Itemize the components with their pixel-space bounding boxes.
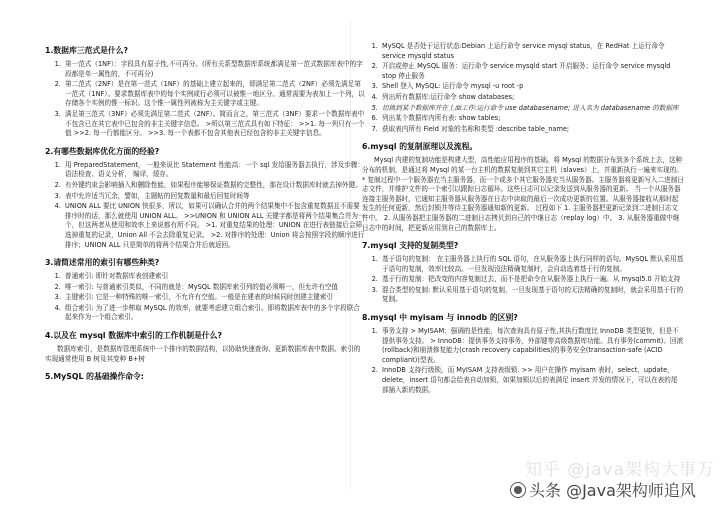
list-item: 1. MySQL 是否处于运行状态:Debian 上运行命令 service mysql status，在 RedHat 上运行命令 service mysqld status xyxy=(380,42,684,61)
list-item: 1. 事务支持 > MyISAM：强调的是性能，每次查询具有原子性,其执行数度比 InnoDB 类型更快，但是不提供事务支持。 > InnoDB：提供事务支持事务，外部键等高级数据库功能。具有事务(commit)、回滚(rollback)和崩溃修复能力(crash recovery capabilities)的事务安全(transaction-safe (ACID compliant))型表。 xyxy=(380,327,684,365)
list-item: 2. 开启或停止 MySQL 服务：运行命令 service mysqld start 开启服务；运行命令 service mysqld stop 停止服务 xyxy=(380,62,684,81)
toutiao-logo-icon xyxy=(510,482,526,498)
list-item: 1. 基于语句的复制： 在主服务器上执行的 SQL 语句，在从服务器上执行同样的语句。MySQL 默认采用基于语句的复制，效率比较高。一旦发现没法精确复制时，会自动选着基于行的复制。 xyxy=(380,255,684,274)
section-4-paragraph: 数据库索引，是数据库管理系统中一个排序的数据结构，以协助快速查询、更新数据库表中数据。索引的实现通常使用 B 树及其变种 B+树 xyxy=(45,345,361,363)
list-item: 2. 唯一索引: 与普通索引类似，不同的就是：MySQL 数据库索引列的值必须唯一，但允许有空值 xyxy=(63,283,365,293)
watermark-toutiao xyxy=(510,478,696,501)
section-title-4: 4.以及在 mysql 数据库中索引的工作机制是什么? xyxy=(45,331,222,341)
section-6-paragraph: Mysql 内建的复制功能是构建大型，高性能应用程序的基础。将 Mysql 的数据分布到多个系统上去，这种分布的机制，是通过将 Mysql 的某一台主机的数据复制到其它主机（slaves）上，并重新执行一遍来实现的。 * 复制过程中一个服务器充当主服务器，而一个或多个其它服务器充当从服务器。主服务器将更新写入二进制日志文件，并维护文件的一个索引以跟踪日志循环。这些日志可以记录发送到从服务器的更新。 当一个从服务器连接主服务器时，它通知主服务器从服务器在日志中读取的最后一次成功更新的位置。从服务器接收从那时起发生的任何更新，然后封锁并等待主服务器通知新的更新。 过程如下 1. 主服务器把更新记录到二进制日志文件中。 2. 从服务器把主服务器的二进制日志拷贝到自己的中继日志（replay log）中。 3. 从服务器重做中继日志中的时间，把更新应用到自己的数据库上。 xyxy=(362,156,684,232)
section-title-8: 8.mysql 中 myisam 与 innodb 的区别? xyxy=(362,313,518,323)
section-1-list xyxy=(45,60,365,139)
list-item: 2. 有外键约束会影响插入和删除性能，如果程序能够保证数据的完整性，那在设计数据库时就去掉外键。 xyxy=(63,181,365,191)
list-item: 1. 普通索引: 即针对数据库表创建索引 xyxy=(63,272,365,282)
section-title-2: 2.有哪些数据库优化方面的经验? xyxy=(45,146,160,156)
list-item: 6. 列出某个数据库内所有表: show tables; xyxy=(380,114,684,124)
list-item: 4. UNION ALL 要比 UNION 快很多，所以，如果可以确认合并的两个结果集中不包含重复数据且不需要排序时的话，那么就使用 UNION ALL。 >>UNION 和 UNION ALL 关键字都是将两个结果集合并为一个，但这两者从使用和效率上来说都有所不同。 >1. 对重复结果的处理：UNION 在进行表链接后会筛选掉重复的记录，Union All 不会去除重复记录。 >2. 对排序的处理：Union 将会按照字段的顺序进行排序；UNION ALL 只是简单的将两个结果合并后就返回。 xyxy=(63,202,365,250)
list-item: 5. 切换到某个数据库并在上面工作:运行命令 use databasename; 进入名为 databasename 的数据库 xyxy=(380,104,684,114)
section-title-3: 3.请简述常用的索引有哪些种类? xyxy=(45,258,160,268)
watermark-toutiao-text: 头条 @Java架构师追风 xyxy=(529,481,696,500)
section-title-5: 5.MySQL 的基础操作命令: xyxy=(45,372,144,382)
section-5-list xyxy=(362,42,684,134)
list-item: 2. InnoDB 支持行级锁，而 MyISAM 支持表级锁. >> 用户在操作 myisam 表时，select，update，delete，insert 语句都会给表自动加锁，如果加锁以后的表满足 insert 并发的情况下，可以在表的尾部插入新的数据。 xyxy=(380,366,684,395)
section-title-7: 7.mysql 支持的复制类型? xyxy=(362,241,459,251)
section-7-list xyxy=(362,255,684,305)
list-item: 2. 基于行的复制：把改变的内容复制过去，而不是把命令在从服务器上执行一遍。从 mysql5.0 开始支持 xyxy=(380,275,684,285)
section-2-list xyxy=(45,161,365,250)
list-item: 3. Shell 登入 MySQL: 运行命令 mysql -u root -p xyxy=(380,82,684,92)
section-title-1: 1.数据库三范式是什么? xyxy=(45,46,129,55)
list-item: 7. 获取表内所有 Field 对象的名称和类型 :describe table_name; xyxy=(380,125,684,135)
section-8-list xyxy=(362,327,684,395)
list-item: 2. 第二范式（2NF）是在第一范式（1NF）的基础上建立起来的，即满足第二范式（2NF）必须先满足第一范式（1NF）。要求数据库表中的每个实例或行必须可以被惟一地区分。通常需要为表加上一个列，以存储各个实例的惟一标识。这个惟一属性列被称为主关键字或主键。 xyxy=(63,80,365,109)
list-item: 1. 用 PreparedStatement， 一般来说比 Statement 性能高：一个 sql 发给服务器去执行，涉及步骤：语法检查、语义分析， 编译，缓存。 xyxy=(63,161,365,180)
section-title-6: 6.mysql 的复制原理以及流程。 xyxy=(362,142,478,152)
list-item: 3. 混合类型的复制: 默认采用基于语句的复制，一旦发现基于语句的无法精确的复制时，就会采用基于行的复制。 xyxy=(380,286,684,305)
list-item: 3. 主键索引: 它是一种特殊的唯一索引，不允许有空值。一般是在建表的时候同时创建主键索引 xyxy=(63,293,365,303)
left-column xyxy=(45,40,365,386)
watermark-zhihu: 知乎 @java架构大事万 xyxy=(525,460,716,480)
list-item: 3. 满足第三范式（3NF）必须先满足第二范式（2NF）。简而言之，第三范式（3NF）要求一个数据库表中不包含已在其它表中已包含的非主关键字信息。 >所以第三范式具有如下特征： >>1. 每一列只有一个值 >>2. 每一行都能区分。 >>3. 每一个表都不包含其他表已经包含的非主关键字信息。 xyxy=(63,110,365,139)
section-3-list xyxy=(45,272,365,323)
list-item: 4. 列出所有数据库:运行命令 show databases; xyxy=(380,93,684,103)
list-item: 1. 第一范式（1NF）：字段具有原子性,不可再分。(所有关系型数据库系统都满足第一范式数据库表中的字段都是单一属性的，不可再分) xyxy=(63,60,365,79)
list-item: 4. 组合索引: 为了进一步榨取 MySQL 的效率，就要考虑建立组合索引。即将数据库表中的多个字段联合起来作为一个组合索引。 xyxy=(63,304,365,323)
list-item: 3. 表中允许适当冗余，譬如，主题帖的回复数量和最后回复时间等 xyxy=(63,192,365,202)
right-column xyxy=(362,40,684,396)
